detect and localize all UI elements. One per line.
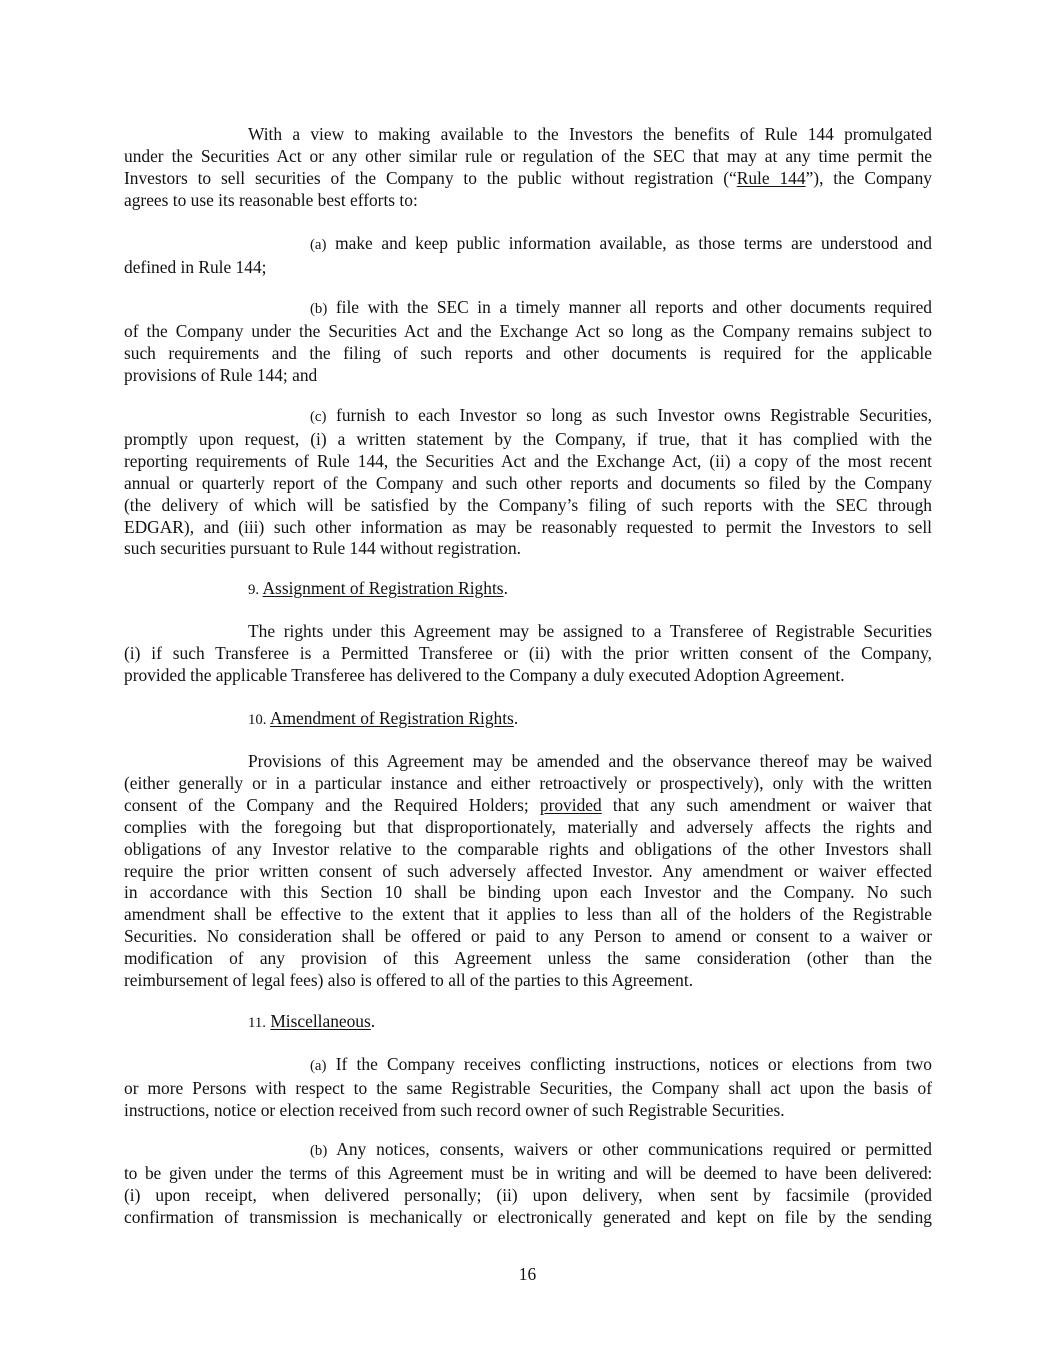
text-line: provided the applicable Transferee has delivered to the Company a duly executed Adoption Agreement. (124, 664, 845, 685)
text-line: confirmation of transmission is mechanically or electronically generated and kept on file by the sending (124, 1206, 932, 1227)
text-line: EDGAR), and (iii) such other information as may be reasonably requested to permit the Investors to sell (124, 516, 932, 537)
section-title: Assignment of Registration Rights (262, 578, 504, 598)
text-line: reporting requirements of Rule 144, the Securities Act and the Exchange Act, (ii) a copy of the most recent (124, 450, 932, 471)
text-line: defined in Rule 144; (124, 256, 267, 277)
item-c-paragraph (124, 405, 932, 560)
text-line: require the prior written consent of such adversely affected Investor. Any amendment or waiver effected (124, 860, 932, 881)
text-line: (i) if such Transferee is a Permitted Transferee or (ii) with the prior written consent of the Company, (124, 642, 932, 663)
text-line: obligations of any Investor relative to the comparable rights and obligations of the other Investors shall (124, 838, 932, 859)
section-number: 9. (248, 582, 260, 598)
text-line: Provisions of this Agreement may be amended and the observance thereof may be waived (248, 751, 932, 771)
rule144-paragraph (124, 124, 932, 212)
text-line (124, 795, 932, 817)
section-11-item-a-paragraph (124, 1054, 932, 1122)
section-9-paragraph (124, 621, 932, 687)
defined-term-rule-144: Rule 144 (736, 167, 806, 188)
text-line: (i) upon receipt, when delivered personally; (ii) upon delivery, when sent by facsimile (provided (124, 1184, 932, 1205)
text-line: complies with the foregoing but that disproportionately, materially and adversely affects the rights and (124, 816, 932, 837)
item-marker: (b) (310, 301, 328, 317)
text-line: in accordance with this Section 10 shall be binding upon each Investor and the Company. No such (124, 882, 932, 903)
item-a-paragraph (124, 233, 932, 279)
text-segment: furnish to each Investor so long as such Investor owns Registrable Securities, (326, 405, 932, 425)
provided-term: provided (539, 794, 602, 815)
text-line: The rights under this Agreement may be assigned to a Transferee of Registrable Securities (248, 621, 932, 641)
text-line: or more Persons with respect to the same Registrable Securities, the Company shall act upon the basis of (124, 1077, 932, 1098)
text-line: With a view to making available to the Investors the benefits of Rule 144 promulgated (248, 124, 932, 144)
section-title: Amendment of Registration Rights (269, 708, 514, 728)
text-line: reimbursement of legal fees) also is offered to all of the parties to this Agreement. (124, 970, 694, 991)
item-marker: (a) (310, 1058, 327, 1074)
text-segment: that any such amendment or waiver that (601, 794, 932, 815)
text-segment: ”), the Company (805, 167, 932, 188)
page-number: 16 (518, 1264, 537, 1284)
section-number: 10. (248, 712, 267, 728)
section-11-item-b-paragraph (124, 1139, 932, 1229)
section-number: 11. (248, 1015, 266, 1031)
section-10-paragraph (124, 751, 932, 992)
text-line: to be given under the terms of this Agreement must be in writing and will be deemed to have been delivered: (124, 1162, 932, 1183)
text-segment: If the Company receives conflicting instructions, notices or elections from two (326, 1054, 932, 1074)
section-10-heading: 10. Amendment of Registration Rights. (248, 708, 519, 728)
text-line (124, 168, 932, 190)
text-line (124, 405, 932, 429)
text-line (124, 1139, 932, 1163)
item-marker: (b) (310, 1143, 328, 1159)
text-line: modification of any provision of this Agreement unless the same consideration (other than the (124, 948, 932, 969)
text-segment: Any notices, consents, waivers or other communications required or permitted (327, 1139, 932, 1159)
text-line: of the Company under the Securities Act and the Exchange Act so long as the Company remains subject to (124, 320, 932, 341)
text-line: such requirements and the filing of such reports and other documents is required for the applicable (124, 342, 932, 363)
text-line (124, 233, 932, 257)
item-marker: (a) (310, 237, 327, 253)
item-b-paragraph (124, 297, 932, 387)
text-line: provisions of Rule 144; and (124, 364, 318, 385)
text-segment: Investors to sell securities of the Company to the public without registration (“ (124, 167, 737, 188)
text-line: Securities. No consideration shall be offered or paid to any Person to amend or consent to a waiver or (124, 926, 932, 947)
text-line (124, 1054, 932, 1078)
text-line: instructions, notice or election received from such record owner of such Registrable Securities. (124, 1099, 785, 1120)
section-11-heading: 11. Miscellaneous. (248, 1011, 376, 1031)
text-line: under the Securities Act or any other similar rule or regulation of the SEC that may at any time permit the (124, 145, 932, 166)
text-line (124, 297, 932, 321)
text-line: (either generally or in a particular instance and either retroactively or prospectively), only with the written (124, 772, 932, 793)
text-line: such securities pursuant to Rule 144 without registration. (124, 538, 522, 559)
section-title: Miscellaneous (270, 1011, 371, 1031)
section-9-heading: 9. Assignment of Registration Rights. (248, 578, 508, 598)
text-line: (the delivery of which will be satisfied by the Company’s filing of such reports with the SEC through (124, 494, 932, 515)
text-segment: consent of the Company and the Required Holders; (124, 794, 540, 815)
item-marker: (c) (310, 409, 327, 425)
text-line: promptly upon request, (i) a written statement by the Company, if true, that it has complied with the (124, 428, 932, 449)
text-line: annual or quarterly report of the Company and such other reports and documents so filed by the Company (124, 472, 932, 493)
text-line: amendment shall be effective to the extent that it applies to less than all of the holders of the Registrable (124, 904, 932, 925)
text-segment: file with the SEC in a timely manner all reports and other documents required (327, 297, 932, 317)
text-line: agrees to use its reasonable best efforts to: (124, 189, 418, 210)
text-segment: make and keep public information available, as those terms are understood and (326, 233, 932, 253)
